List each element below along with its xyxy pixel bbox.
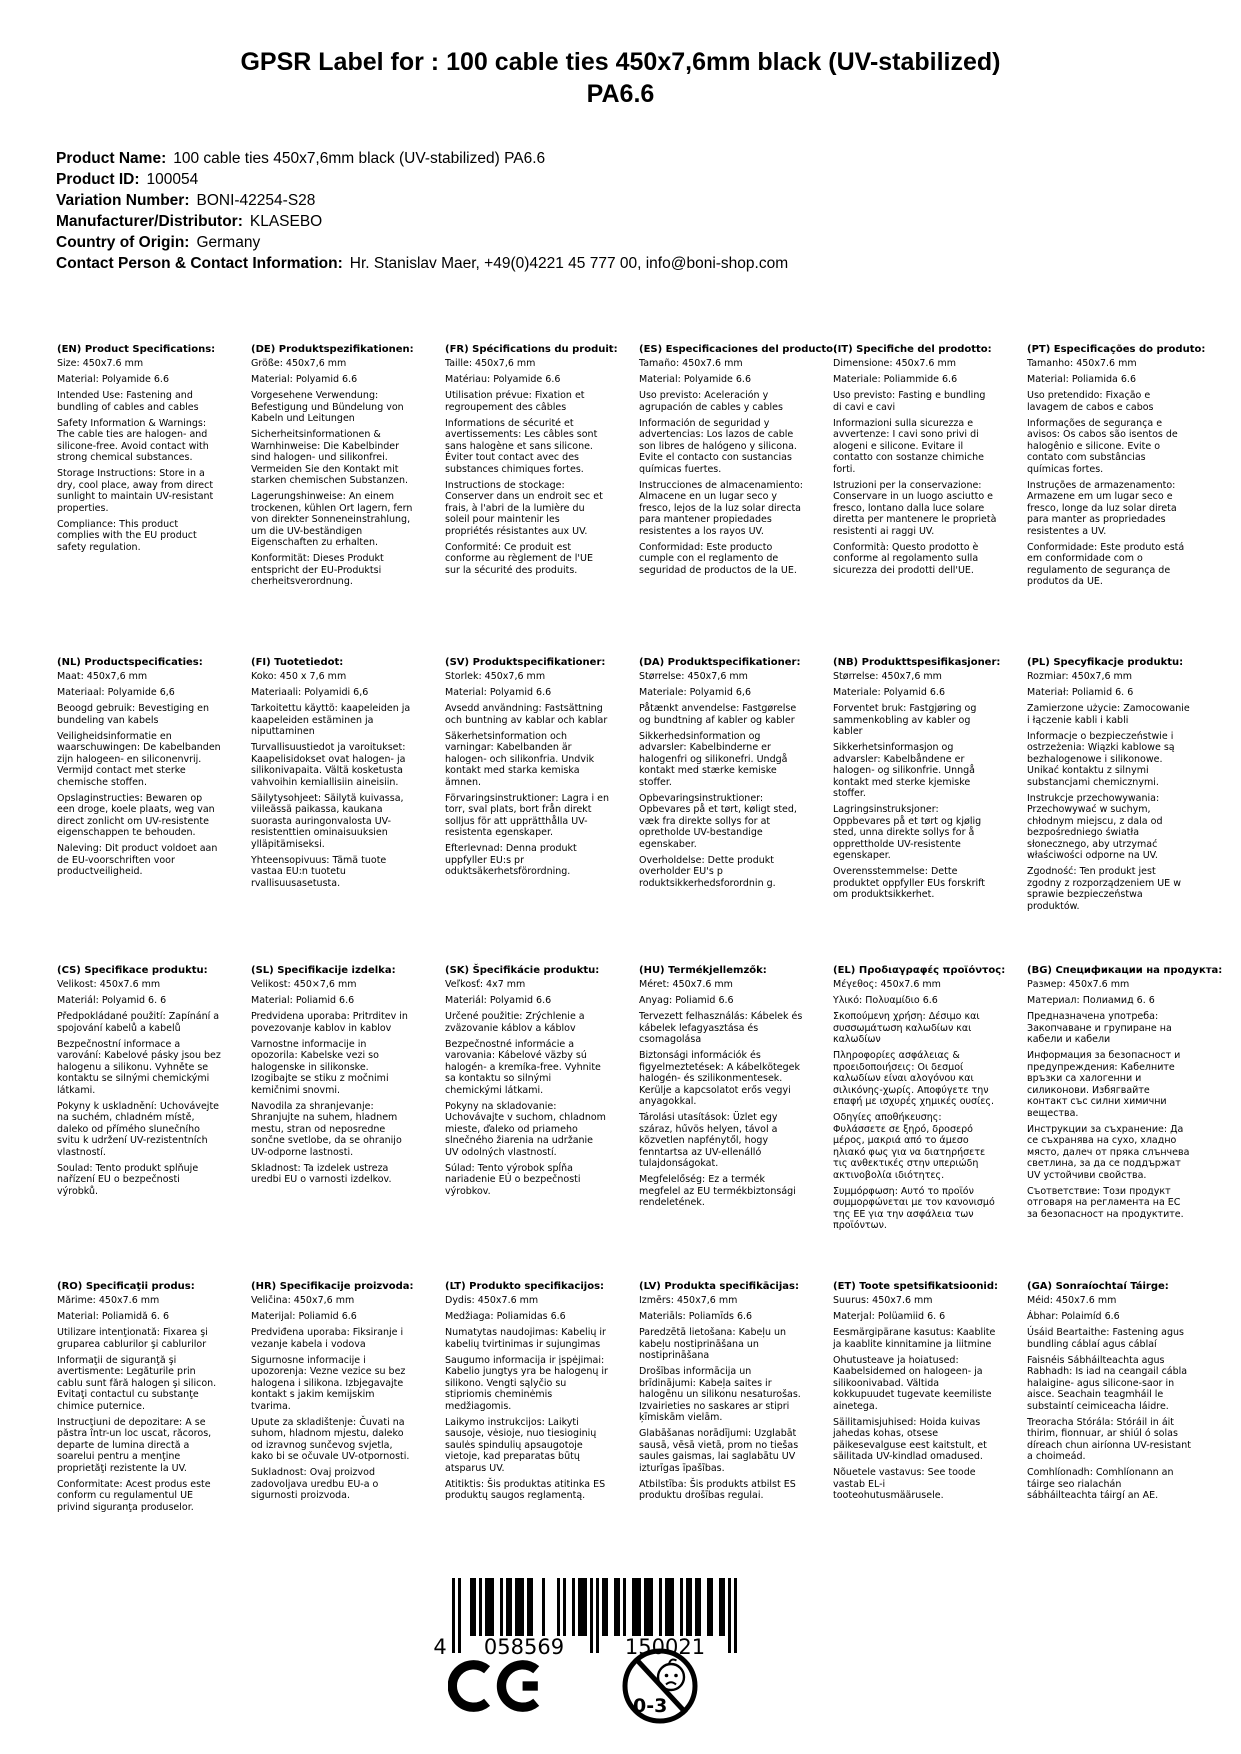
spec-paragraph: Overholdelse: Dette produkt overholder EU's p roduktsikkerhedsforordnin g.: [639, 854, 776, 889]
spec-paragraph: Conformitate: Acest produs este conform cu regulamentul UE privind siguranţa produselor.: [57, 1478, 211, 1513]
spec-paragraph: Compliance: This product complies with the EU product safety regulation.: [57, 518, 197, 553]
spec-paragraph: Tamaño: 450x7.6 mm: [639, 358, 743, 369]
spec-block-header: (PL) Specyfikacje produktu:: [1027, 657, 1184, 668]
spec-block-header: (FR) Spécifications du produit:: [445, 344, 618, 355]
spec-paragraph: Sicherheitsinformationen & Warnhinweise: Die Kabelbinder sind halogen- und silikonfrei. Vermeiden Sie den Kontakt mit starken chemischen Substanzen.: [251, 429, 408, 486]
spec-block-header: (LV) Produkta specifikācijas:: [639, 1281, 799, 1292]
spec-paragraph: Größe: 450x7,6 mm: [251, 358, 347, 369]
spec-paragraph: Matériau: Polyamide 6.6: [445, 374, 561, 385]
spec-paragraph: Съответствие: Този продукт отговаря на регламента на ЕС за безопасност на продуктите.: [1027, 1185, 1184, 1220]
language-spec-block-nl: [57, 657, 221, 965]
spec-paragraph: Numatytas naudojimas: Kabelių ir kabelių tvirtinimas ir sujungimas: [445, 1327, 606, 1350]
spec-paragraph: Anyag: Poliamid 6.6: [639, 995, 734, 1006]
spec-paragraph: Material: Poliamida 6.6: [1027, 374, 1136, 385]
product-field: [56, 211, 1201, 232]
page-title: [0, 46, 1241, 110]
spec-paragraph: Bezpečnostní informace a varování: Kabelové pásky jsou bez halogenu a silikonu. Vyhněte se kontaktu se silnými chemickými látkami.: [57, 1038, 221, 1096]
language-spec-block-ro: [57, 1281, 221, 1518]
spec-paragraph: Instrucţiuni de depozitare: A se păstra într-un loc uscat, răcoros, departe de lumina directă a soarelui pentru a menţine proprietăţi rezistente la UV.: [57, 1416, 212, 1474]
barcode-digits-right: 150021: [624, 1635, 706, 1659]
spec-paragraph: Faisnéis Sábháilteachta agus Rabhadh: Is iad na ceangail cábla halaigine- agus silicone-saor in aisce. Seachain teagmháil le substaintí ceimiceacha láidre.: [1027, 1354, 1188, 1412]
spec-paragraph: Materiál: Polyamid 6.6: [445, 995, 552, 1006]
spec-paragraph: Información de seguridad y advertencias: Los lazos de cable son libres de halógeno y silicona. Evite el contacto con sustancias químicas fuertes.: [639, 417, 797, 475]
age-range-label: 0-3: [633, 1695, 668, 1717]
spec-paragraph: Materiál: Polyamid 6. 6: [57, 995, 167, 1006]
language-spec-block-fr: [445, 344, 618, 657]
spec-paragraph: Safety Information & Warnings: The cable ties are halogen- and silicone-free. Avoid contact with strong chemical substances.: [57, 417, 209, 463]
spec-paragraph: Utilisation prévue: Fixation et regroupement des câbles: [445, 390, 585, 413]
language-spec-block-sl: [251, 965, 415, 1281]
ean-barcode: [428, 1576, 750, 1668]
spec-paragraph: Méid: 450x7.6 mm: [1027, 1295, 1117, 1306]
spec-paragraph: Nõuetele vastavus: See toode vastab EL-i tooteohutusmäärusele.: [833, 1467, 976, 1501]
spec-grid: [57, 344, 1223, 1518]
spec-paragraph: Laikymo instrukcijos: Laikyti sausoje, vėsioje, nuo tiesioginių saulės spindulių apsaugotoje vietoje, kad preparatas būtų atsparus UV.: [445, 1416, 597, 1474]
spec-paragraph: Zgodność: Ten produkt jest zgodny z rozporządzeniem UE w sprawie bezpieczeństwa produktów.: [1027, 866, 1181, 912]
spec-block-header: (BG) Спецификации на продукта:: [1027, 965, 1223, 976]
language-spec-block-pl: [1027, 657, 1191, 965]
spec-paragraph: Efterlevnad: Denna produkt uppfyller EU:s pr oduktsäkerhetsförordning.: [445, 843, 577, 877]
language-spec-block-es: [639, 344, 838, 657]
product-field-label: Contact Person & Contact Information:: [56, 255, 343, 272]
spec-paragraph: Conformidad: Este producto cumple con el reglamento de seguridad de productos de la UE.: [639, 541, 797, 576]
spec-paragraph: Tervezett felhasználás: Kábelek és kábelek lefagyasztása és csomagolása: [639, 1011, 803, 1045]
spec-paragraph: Размер: 450x7.6 mm: [1027, 979, 1130, 990]
spec-paragraph: Säilytysohjeet: Säilytä kuivassa, viileässä paikassa, kaukana suorasta auringonvalosta UV-resistenttien ominaisuuksien ylläpitämiseksi.: [251, 792, 404, 850]
language-spec-block-ga: [1027, 1281, 1191, 1518]
spec-paragraph: Sikkerhedsinformation og advarsler: Kabelbinderne er halogenfri og silikonefri. Undgå kontakt med stærke kemiske stoffer.: [639, 730, 788, 788]
spec-paragraph: Předpokládané použití: Zapínání a spojování kabelů a kabelů: [57, 1011, 220, 1034]
spec-paragraph: Suurus: 450x7.6 mm: [833, 1295, 933, 1306]
spec-paragraph: Säkerhetsinformation och varningar: Kabelbanden är halogen- och silikonfria. Undvik kontakt med starka kemiska ämnen.: [445, 730, 595, 788]
spec-paragraph: Lagerungshinweise: An einem trockenen, kühlen Ort lagern, fern von direkter Sonneneinstrahlung, um die UV-beständigen Eigenschaften zu erhalten.: [251, 491, 413, 548]
spec-paragraph: Veiligheidsinformatie en waarschuwingen: De kabelbanden zijn halogeen- en siliconenvrij. Vermijd contact met sterke chemische stoffen.: [57, 730, 221, 788]
spec-paragraph: Medžiaga: Poliamidas 6.6: [445, 1311, 566, 1322]
product-field: [56, 253, 1201, 274]
spec-paragraph: Avsedd användning: Fastsättning och buntning av kablar och kablar: [445, 703, 608, 726]
spec-block-header: (SL) Specifikacije izdelka:: [251, 965, 396, 976]
barcode-digits-left: 058569: [483, 1635, 565, 1659]
spec-paragraph: Instructions de stockage: Conserver dans un endroit sec et frais, à l'abri de la lumière du soleil pour maintenir les propriétés résistantes aux UV.: [445, 479, 603, 537]
spec-paragraph: Opbevaringsinstruktioner: Opbevares på et tørt, køligt sted, væk fra direkte sollys for at opretholde UV-bestandige egenskaber.: [639, 792, 797, 850]
product-field-value: Germany: [196, 234, 261, 251]
spec-paragraph: Yhteensopivuus: Tämä tuote vastaa EU:n tuotetu rvallisuusasetusta.: [251, 854, 387, 889]
spec-paragraph: Instrucciones de almacenamiento: Almacene en un lugar seco y fresco, lejos de la luz solar directa para mantener propiedades resistentes a los rayos UV.: [639, 479, 803, 537]
spec-paragraph: Sikkerhetsinformasjon og advarsler: Kabelbåndene er halogen- og silikonfrie. Unngå kontakt med sterke kjemiske stoffer.: [833, 742, 975, 799]
spec-block-header: (GA) Sonraíochtaí Táirge:: [1027, 1281, 1169, 1292]
spec-paragraph: Atitiktis: Šis produktas atitinka ES produktų saugos reglamentą.: [445, 1478, 606, 1501]
spec-paragraph: Conformité: Ce produit est conforme au règlement de l'UE sur la sécurité des produits.: [445, 541, 593, 576]
spec-paragraph: Informaţii de siguranţă şi avertismente: Legăturile prin cablu sunt fără halogen şi silicon. Evitaţi contactul cu substanţe chimice puternice.: [57, 1354, 217, 1412]
barcode-digit-first: 4: [433, 1635, 447, 1659]
product-field-value: KLASEBO: [249, 213, 323, 230]
language-spec-block-hr: [251, 1281, 415, 1518]
spec-paragraph: Izmērs: 450x7,6 mm: [639, 1295, 738, 1306]
spec-paragraph: Size: 450x7.6 mm: [57, 358, 144, 369]
language-spec-block-fi: [251, 657, 415, 965]
age-warning-graphic: [620, 1646, 700, 1726]
spec-block-header: (HU) Termékjellemzők:: [639, 965, 767, 976]
spec-block-header: (SK) Špecifikácie produktu:: [445, 965, 600, 976]
spec-paragraph: Υλικό: Πολυαμίδιο 6.6: [833, 995, 938, 1006]
page-title-line1: GPSR Label for : 100 cable ties 450x7,6mm black (UV-stabilized): [240, 48, 1001, 76]
spec-paragraph: Materiaali: Polyamidi 6,6: [251, 687, 369, 698]
spec-block-header: (ET) Toote spetsifikatsioonid:: [833, 1281, 999, 1292]
spec-paragraph: Taille: 450x7,6 mm: [445, 358, 536, 369]
spec-paragraph: Koko: 450 x 7,6 mm: [251, 671, 347, 682]
spec-paragraph: Lagringsinstruksjoner: Oppbevares på et tørt og kjølig sted, unna direkte sollys for å opprettholde UV-resistente egenskaper.: [833, 804, 982, 861]
spec-paragraph: Megfelelőség: Ez a termék megfelel az EU termékbiztonsági rendeletének.: [639, 1174, 796, 1208]
spec-paragraph: Material: Poliamid 6.6: [251, 995, 355, 1006]
spec-block-header: (EL) Προδιαγραφές προϊόντος:: [833, 965, 1006, 976]
barcode-graphic: [428, 1576, 750, 1664]
spec-block-header: (LT) Produkto specifikacijos:: [445, 1281, 605, 1292]
spec-paragraph: Pokyny k uskladnění: Uchovávejte na suchém, chladném místě, daleko od přímého slunečního svitu k udržení UV-rezistentních vlastností.: [57, 1100, 220, 1158]
product-field-label: Product ID:: [56, 171, 140, 188]
spec-block-header: (RO) Specificaţii produs:: [57, 1281, 195, 1292]
product-field-value: 100054: [146, 171, 199, 188]
spec-paragraph: Konformität: Dieses Produkt entspricht der EU-Produktsi cherheitsverordnung.: [251, 553, 384, 587]
language-spec-block-en: [57, 344, 221, 657]
spec-paragraph: Skladnost: Ta izdelek ustreza uredbi EU o varnosti izdelkov.: [251, 1162, 392, 1185]
spec-paragraph: Informazioni sulla sicurezza e avvertenze: I cavi sono privi di alogeni e silicone. Evitare il contatto con sostanze chimiche forti.: [833, 417, 984, 475]
spec-paragraph: Veličina: 450x7,6 mm: [251, 1295, 355, 1306]
spec-block-header: (NL) Productspecificaties:: [57, 657, 203, 668]
spec-paragraph: Tamanho: 450x7.6 mm: [1027, 358, 1137, 369]
spec-paragraph: Storage Instructions: Store in a dry, cool place, away from direct sunlight to maintain UV-resistant properties.: [57, 468, 214, 514]
language-spec-block-da: [639, 657, 803, 965]
spec-block-header: (SV) Produktspecifikationer:: [445, 657, 606, 668]
spec-paragraph: Turvallisuustiedot ja varoitukset: Kaapelisidokset ovat halogen- ja silikonivapaita. Vältä kosketusta vahvoihin kemiallisiin aineisiin.: [251, 742, 406, 788]
spec-paragraph: Uso previsto: Fasting e bundling di cavi e cavi: [833, 390, 986, 413]
spec-paragraph: Comhlíonadh: Comhlíonann an táirge seo rialachán sábháilteachta táirgí an AE.: [1027, 1467, 1174, 1501]
spec-paragraph: Maat: 450x7,6 mm: [57, 671, 148, 682]
spec-paragraph: Conformidade: Este produto está em conformidade com o regulamento de segurança de produtos da UE.: [1027, 541, 1185, 587]
spec-paragraph: Upute za skladištenje: Čuvati na suhom, hladnom mjestu, daleko od izravnog sunčevog svjetla, kako bi se očuvale UV-otpornosti.: [251, 1416, 410, 1462]
spec-paragraph: Naleving: Dit product voldoet aan de EU-voorschriften voor productveiligheid.: [57, 843, 218, 877]
language-spec-block-et: [833, 1281, 997, 1518]
language-spec-block-nb: [833, 657, 1001, 965]
spec-paragraph: Conformità: Questo prodotto è conforme al regolamento sulla sicurezza dei prodotti dell'UE.: [833, 541, 979, 576]
spec-paragraph: Sigurnosne informacije i upozorenja: Vezne vezice su bez halogena i silikona. Izbjegavajte kontakt s jakim kemijskim tvarima.: [251, 1354, 406, 1412]
spec-paragraph: Materiale: Polyamid 6,6: [639, 687, 751, 698]
spec-paragraph: Saugumo informacija ir įspėjimai: Kabelio jungtys yra be halogenų ir silikono. Vengti sąlyčio su stipriomis cheminėmis medžiagomis.: [445, 1354, 608, 1412]
spec-block-header: (DA) Produktspecifikationer:: [639, 657, 801, 668]
spec-paragraph: Navodila za shranjevanje: Shranjujte na suhem, hladnem mestu, stran od neposredne sončne svetlobe, da se ohranijo UV-odporne lastnosti.: [251, 1100, 402, 1158]
spec-paragraph: Beoogd gebruik: Bevestiging en bundeling van kabels: [57, 703, 210, 726]
spec-paragraph: Intended Use: Fastening and bundling of cables and cables: [57, 390, 199, 413]
spec-block-header: (FI) Tuotetiedot:: [251, 657, 344, 668]
spec-paragraph: Instrukcje przechowywania: Przechowywać w suchym, chłodnym miejscu, z dala od bezpośredniego światła słonecznego, aby utrzymać właściwości odporne na UV.: [1027, 792, 1163, 861]
spec-block-header: (IT) Specifiche del prodotto:: [833, 344, 992, 355]
language-spec-block-sk: [445, 965, 609, 1281]
language-spec-block-sv: [445, 657, 609, 965]
spec-paragraph: Treoracha Stórála: Stóráil in áit thirim, fionnuar, ar shiúl ó solas díreach chun airíonna UV-resistant a choimeád.: [1027, 1416, 1192, 1462]
language-spec-block-lv: [639, 1281, 803, 1518]
spec-paragraph: Veľkosť: 4x7 mm: [445, 979, 526, 990]
product-field: [56, 190, 1201, 211]
spec-paragraph: Sukladnost: Ovaj proizvod zadovoljava uredbu EU-a o sigurnosti proizvoda.: [251, 1467, 379, 1501]
baby-eye-right: [674, 1674, 678, 1678]
product-field: [56, 169, 1201, 190]
spec-paragraph: Informacje o bezpieczeństwie i ostrzeżenia: Wiązki kablowe są bezhalogenowe i silikonowe. Unikać kontaktu z silnymi substancjami chemicznymi.: [1027, 730, 1175, 788]
spec-block-header: (HR) Specifikacije proizvoda:: [251, 1281, 414, 1292]
spec-paragraph: Informations de sécurité et avertissements: Les câbles sont sans halogène et sans silicone. Éviter tout contact avec des substances chimiques fortes.: [445, 417, 598, 475]
page-title-line2: PA6.6: [586, 80, 655, 108]
spec-paragraph: Materiāls: Poliamīds 6.6: [639, 1311, 753, 1322]
baby-eye-left: [665, 1674, 669, 1678]
spec-paragraph: Informações de segurança e avisos: Os cabos são isentos de halogênio e silicone. Evite o contato com substâncias químicas fortes.: [1027, 417, 1178, 475]
spec-paragraph: Material: Polyamid 6.6: [251, 374, 358, 385]
language-spec-block-bg: [1027, 965, 1223, 1281]
age-warning-icon: [620, 1646, 700, 1730]
language-spec-block-cs: [57, 965, 221, 1281]
spec-block-header: (EN) Product Specifications:: [57, 344, 216, 355]
spec-paragraph: Materiale: Poliammide 6.6: [833, 374, 958, 385]
spec-paragraph: Material: Polyamide 6.6: [639, 374, 751, 385]
product-field-value: BONI-42254-S28: [196, 192, 316, 209]
spec-paragraph: Opslaginstructies: Bewaren op een droge, koele plaats, weg van direct zonlicht om UV-resistente eigenschappen te behouden.: [57, 792, 215, 838]
product-field-label: Product Name:: [56, 150, 167, 167]
spec-paragraph: Material: Polyamid 6.6: [445, 687, 552, 698]
spec-paragraph: Предназначена употреба: Закопчаване и групиране на кабели и кабели: [1027, 1011, 1172, 1045]
spec-paragraph: Rozmiar: 450x7,6 mm: [1027, 671, 1133, 682]
spec-block-header: (DE) Produktspezifikationen:: [251, 344, 414, 355]
spec-paragraph: Material: Polyamide 6.6: [57, 374, 169, 385]
product-field: [56, 232, 1201, 253]
spec-paragraph: Storlek: 450x7,6 mm: [445, 671, 546, 682]
spec-paragraph: Uso previsto: Aceleración y agrupación de cables y cables: [639, 390, 783, 413]
product-field-value: 100 cable ties 450x7,6mm black (UV-stabilized) PA6.6: [173, 150, 546, 167]
spec-paragraph: Material: Poliamidă 6. 6: [57, 1311, 170, 1322]
product-field-label: Manufacturer/Distributor:: [56, 213, 243, 230]
spec-paragraph: Úsáid Beartaithe: Fastening agus bundling cáblaí agus cáblaí: [1027, 1327, 1184, 1350]
spec-paragraph: Инструкции за съхранение: Да се съхранява на сухо, хладно място, далеч от пряка слънчева светлина, за да се поддържат UV устойчиви свойства.: [1027, 1123, 1190, 1181]
language-spec-block-de: [251, 344, 415, 657]
spec-paragraph: Mărime: 450x7.6 mm: [57, 1295, 160, 1306]
spec-paragraph: Overensstemmelse: Dette produktet oppfyller EUs forskrift om produktsikkerhet.: [833, 866, 986, 900]
spec-paragraph: Materjal: Polüamiid 6. 6: [833, 1311, 946, 1322]
spec-paragraph: Dimensione: 450x7.6 mm: [833, 358, 956, 369]
language-spec-block-hu: [639, 965, 803, 1281]
spec-paragraph: Материал: Полиамид 6. 6: [1027, 995, 1155, 1006]
spec-paragraph: Tárolási utasítások: Üzlet egy száraz, hűvös helyen, távol a közvetlen napfénytől, hogy fenntartsa az UV-ellenálló tulajdonságokat.: [639, 1112, 778, 1169]
spec-paragraph: Størrelse: 450x7,6 mm: [833, 671, 942, 682]
spec-paragraph: Materiaal: Polyamide 6,6: [57, 687, 175, 698]
spec-paragraph: Πληροφορίες ασφάλειας & προειδοποιήσεις: Οι δεσμοί καλωδίων είναι αλογόνου και σιλικόνης-χωρίς. Αποφύγετε την επαφή με ισχυρές χημικές ουσίες.: [833, 1050, 994, 1107]
spec-paragraph: Súlad: Tento výrobok spĺňa nariadenie EÚ o bezpečnosti výrobkov.: [445, 1162, 581, 1197]
spec-paragraph: Predviđena uporaba: Fiksiranje i vezanje kabela i vodova: [251, 1327, 404, 1350]
spec-paragraph: Predvidena uporaba: Pritrditev in povezovanje kablov in kablov: [251, 1011, 408, 1034]
language-spec-block-el: [833, 965, 1006, 1281]
spec-paragraph: Instruções de armazenamento: Armazene em um lugar seco e fresco, longe da luz solar direta para manter as propriedades resistentes a UV.: [1027, 479, 1177, 537]
spec-paragraph: Méret: 450x7.6 mm: [639, 979, 733, 990]
language-spec-block-it: [833, 344, 997, 657]
spec-paragraph: Soulad: Tento produkt splňuje nařízení EU o bezpečnosti výrobků.: [57, 1162, 199, 1197]
spec-paragraph: Dydis: 450x7.6 mm: [445, 1295, 539, 1306]
spec-paragraph: Utilizare intenţionată: Fixarea şi gruparea cablurilor şi cablurilor: [57, 1327, 208, 1350]
spec-paragraph: Paredzētā lietošana: Kabeļu un kabeļu nostiprināšana un nostiprināšana: [639, 1327, 787, 1361]
spec-paragraph: Materiał: Poliamid 6. 6: [1027, 687, 1134, 698]
spec-paragraph: Istruzioni per la conservazione: Conservare in un luogo asciutto e fresco, lontano dalla luce solare diretta per mantenere le proprietà resistenti ai raggi UV.: [833, 479, 997, 537]
spec-block-header: (ES) Especificaciones del producto:: [639, 344, 838, 355]
spec-paragraph: Materiale: Polyamid 6.6: [833, 687, 945, 698]
spec-paragraph: Varnostne informacije in opozorila: Kabelske vezi so halogenske in silikonske. Izogibajte se stiku z močnimi kemičnimi snovmi.: [251, 1038, 389, 1096]
product-field-label: Variation Number:: [56, 192, 190, 209]
spec-paragraph: Atbilstība: Šis produkts atbilst ES produktu drošības regulai.: [639, 1478, 796, 1501]
spec-paragraph: Určené použitie: Zrýchlenie a zväzovanie káblov a káblov: [445, 1011, 585, 1034]
spec-paragraph: Förvaringsinstruktioner: Lagra i en torr, sval plats, bort från direkt solljus för att upprätthålla UV-resistenta egenskaper.: [445, 792, 610, 838]
spec-paragraph: Σκοπούμενη χρήση: Δέσιμο και συσσωμάτωση καλωδίων και καλωδίων: [833, 1011, 980, 1045]
spec-paragraph: Zamierzone użycie: Zamocowanie i łączenie kabli i kabli: [1027, 703, 1190, 726]
spec-paragraph: Μέγεθος: 450x7.6 mm: [833, 979, 941, 990]
spec-paragraph: Tarkoitettu käyttö: kaapeleiden ja kaapeleiden estäminen ja niputtaminen: [251, 703, 411, 737]
spec-paragraph: Drošības informācija un brīdinājumi: Kabeļa saites ir halogēnu un silikonu nesaturošas. Izvairieties no saskares ar stipri ķīmiskām vielām.: [639, 1366, 801, 1423]
spec-paragraph: Forventet bruk: Fastgjøring og sammenkobling av kabler og kabler: [833, 703, 977, 737]
spec-paragraph: Pokyny na skladovanie: Uchovávajte v suchom, chladnom mieste, ďaleko od priameho slnečného žiarenia na udržanie UV odolných vlastností.: [445, 1100, 606, 1158]
spec-paragraph: Συμμόρφωση: Αυτό το προϊόν συμμορφώνεται με τον κανονισμό της ΕΕ για την ασφάλεια των προϊόντων.: [833, 1185, 995, 1231]
spec-paragraph: Информация за безопасност и предупреждения: Кабелните връзки са халогенни и силиконови. Избягвайте контакт със силни химични вещества.: [1027, 1050, 1181, 1119]
spec-paragraph: Størrelse: 450x7,6 mm: [639, 671, 748, 682]
language-spec-block-lt: [445, 1281, 609, 1518]
spec-paragraph: Οδηγίες αποθήκευσης: Φυλάσσετε σε ξηρό, δροσερό μέρος, μακριά από το άμεσο ηλιακό φως για να διατηρήσετε τις ανθεκτικές στην υπεριώδη ακτινοβολία ιδιότητες.: [833, 1112, 986, 1181]
spec-paragraph: Bezpečnostné informácie a varovania: Kábelové väzby sú halogén- a kremíka-free. Vyhnite sa kontaktu so silnými chemickými látkami.: [445, 1038, 601, 1096]
spec-paragraph: Eesmärgipärane kasutus: Kaablite ja kaablite kinnitamine ja liitmine: [833, 1327, 996, 1350]
spec-paragraph: Materijal: Poliamid 6.6: [251, 1311, 357, 1322]
spec-paragraph: Ohutusteave ja hoiatused: Kaabelsidemed on halogeen- ja silikoonivabad. Vältida kokkupuudet tugevate keemiliste ainetega.: [833, 1354, 992, 1412]
product-info: [56, 148, 1201, 274]
spec-paragraph: Säilitamisjuhised: Hoida kuivas jahedas kohas, otsese päikesevalguse eest kaitstult, et säilitada UV-kindlad omadused.: [833, 1416, 987, 1462]
language-spec-block-pt: [1027, 344, 1206, 657]
spec-paragraph: Påtænkt anvendelse: Fastgørelse og bundtning af kabler og kabler: [639, 703, 797, 726]
spec-paragraph: Velikost: 450×7,6 mm: [251, 979, 357, 990]
ce-mark-graphic: [448, 1656, 548, 1716]
spec-paragraph: Biztonsági információk és figyelmeztetések: A kábelkötegek halogén- és szilikonmentesek. Kerülje a kapcsolatot erős vegyi anyagokkal.: [639, 1050, 800, 1107]
product-field-label: Country of Origin:: [56, 234, 190, 251]
ce-mark-icon: [448, 1656, 548, 1720]
spec-paragraph: Velikost: 450x7.6 mm: [57, 979, 161, 990]
spec-paragraph: Vorgesehene Verwendung: Befestigung und Bündelung von Kabeln und Leitungen: [251, 390, 404, 424]
spec-paragraph: Uso pretendido: Fixação e lavagem de cabos e cabos: [1027, 390, 1154, 413]
spec-block-header: (PT) Especificações do produto:: [1027, 344, 1206, 355]
spec-block-header: (NB) Produkttspesifikasjoner:: [833, 657, 1001, 668]
product-field-value: Hr. Stanislav Maer, +49(0)4221 45 777 00, info@boni-shop.com: [349, 255, 789, 272]
spec-paragraph: Ábhar: Polaimíd 6.6: [1027, 1311, 1120, 1322]
product-field: [56, 148, 1201, 169]
spec-block-header: (CS) Specifikace produktu:: [57, 965, 208, 976]
baby-frown-icon: [666, 1682, 676, 1684]
spec-paragraph: Glabāšanas norādījumi: Uzglabāt sausā, vēsā vietā, prom no tiešas saules gaismas, lai saglabātu UV izturīgas īpašības.: [639, 1428, 799, 1474]
